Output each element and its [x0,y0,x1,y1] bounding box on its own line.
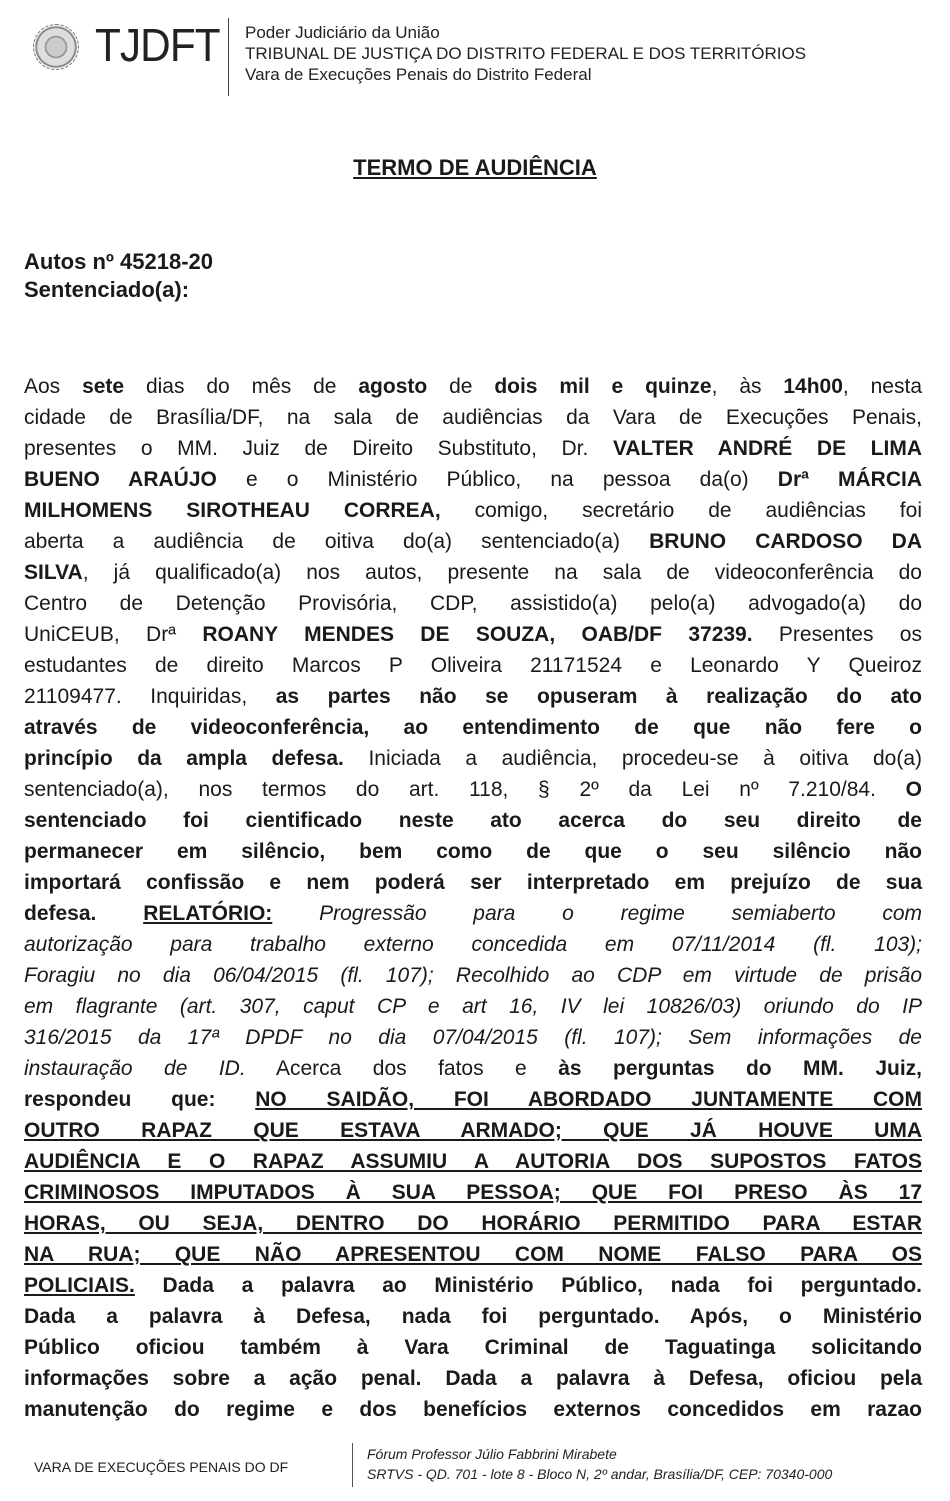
text-line [24,960,922,991]
header-line-3: Vara de Execuções Penais do Distrito Federal [245,65,592,84]
text-line [24,588,922,619]
text-line [24,464,922,495]
text-segment: de [427,375,495,398]
text-segment: estudantes de direito Marcos P Oliveira 21171524 e Leonardo Y Queiroz [24,654,922,677]
text-segment [272,902,319,925]
text-segment: comigo, secretário de audiências foi [440,499,922,522]
text-line [24,1053,922,1084]
text-line [24,743,922,774]
tjdft-logo: TJDFT [95,19,220,71]
footer-divider [352,1443,353,1487]
text-segment: em flagrante (art. 307, caput CP e art 16, IV lei 10826/03) oriundo do IP [24,995,922,1018]
text-segment: , nesta [842,375,922,398]
text-line [24,774,922,805]
text-segment: , já qualificado(a) nos autos, presente na sala de videoconferência do [82,561,922,584]
text-segment: UniCEUB, Drª [24,623,203,646]
text-segment: , às [711,375,784,398]
text-segment: autorização para trabalho externo concedida em 07/11/2014 (fl. 103); [24,933,922,956]
text-line [24,1363,922,1394]
text-segment: ROANY MENDES DE SOUZA, OAB/DF 37239. [202,623,753,646]
text-segment: Drª MÁRCIA [777,468,923,491]
header-line-1: Poder Judiciário da União [245,23,440,42]
text-segment: instauração de ID. [24,1057,246,1080]
text-segment: cidade de Brasília/DF, na sala de audiências da Vara de Execuções Penais, [24,406,922,429]
text-segment: NO SAIDÃO, FOI ABORDADO JUNTAMENTE COM [255,1088,923,1111]
text-segment: VALTER ANDRÉ DE LIMA [612,437,922,460]
text-segment: presentes o MM. Juiz de Direito Substituto, Dr. [24,437,613,460]
text-line [24,1084,922,1115]
case-number: Autos nº 45218-20 [24,249,213,274]
text-segment: Iniciada a audiência, procedeu-se à oitiva do(a) [343,747,922,770]
text-line [24,371,922,402]
text-line [24,526,922,557]
text-segment: Progressão para o regime semiaberto com [319,902,922,925]
text-line [24,619,922,650]
text-segment: defesa. [24,902,97,925]
text-segment: RELATÓRIO: [143,902,273,925]
sentenced-label: Sentenciado(a): [24,277,190,302]
text-segment: e o Ministério Público, na pessoa da(o) [216,468,778,491]
footer-forum: Fórum Professor Júlio Fabbrini Mirabete [367,1446,617,1462]
text-line [24,557,922,588]
text-line [24,929,922,960]
text-segment: AUDIÊNCIA E O RAPAZ ASSUMIU A AUTORIA DOS SUPOSTOS FATOS [24,1150,922,1173]
text-line [24,805,922,836]
text-line [24,1177,922,1208]
header-divider [228,18,229,96]
text-line [24,1146,922,1177]
text-segment: Aos [24,375,83,398]
text-line [24,681,922,712]
text-segment: às perguntas do MM. Juiz, [558,1057,923,1080]
text-line [24,1301,922,1332]
text-line [24,1394,922,1425]
text-segment: O [905,778,922,801]
text-segment [96,902,143,925]
text-line [24,991,922,1022]
text-segment [215,1088,255,1111]
text-line [24,867,922,898]
text-segment: NA RUA; QUE NÃO APRESENTOU COM NOME FALSO PARA OS [24,1243,922,1266]
text-segment: dois mil e quinze [494,375,712,398]
text-line [24,1332,922,1363]
text-line [24,1115,922,1146]
text-line [24,1239,922,1270]
text-line [24,712,922,743]
text-segment: dias do mês de [124,375,359,398]
text-line [24,836,922,867]
text-segment: Presentes os [752,623,922,646]
text-segment: aberta a audiência de oitiva do(a) sentenciado(a) [24,530,650,553]
hearing-text [24,371,922,1425]
text-line [24,650,922,681]
text-line [24,495,922,526]
text-segment: Dada a palavra à Defesa, nada foi perguntado. Após, o Ministério [24,1305,922,1328]
footer-street: SRTVS - QD. 701 - lote 8 - Bloco N, 2º andar, Brasília/DF, CEP: 70340-000 [367,1466,833,1482]
text-segment: Público oficiou também à Vara Criminal de Taguatinga solicitando [24,1336,922,1359]
footer-court-name: VARA DE EXECUÇÕES PENAIS DO DF [34,1459,289,1475]
text-segment: CRIMINOSOS IMPUTADOS À SUA PESSOA; QUE FOI PRESO ÀS 17 [24,1181,922,1204]
text-line [24,898,922,929]
text-segment: sentenciado(a), nos termos do art. 118, § 2º da Lei nº 7.210/84. [24,778,906,801]
text-segment: importará confissão e nem poderá ser interpretado em prejuízo de sua [24,871,922,894]
text-segment: agosto [358,375,428,398]
text-segment: Foragiu no dia 06/04/2015 (fl. 107); Recolhido ao CDP em virtude de prisão [24,964,922,987]
text-segment: SILVA [24,561,83,584]
text-line [24,433,922,464]
coat-of-arms-seal-icon [33,24,79,70]
text-segment: as partes não se opuseram à realização do ato [275,685,922,708]
text-segment: sentenciado foi cientificado neste ato acerca do seu direito de [24,809,922,832]
text-segment: Centro de Detenção Provisória, CDP, assistido(a) pelo(a) advogado(a) do [24,592,922,615]
text-line [24,1022,922,1053]
text-line [24,1208,922,1239]
text-segment: BRUNO CARDOSO DA [649,530,922,553]
text-segment: OUTRO RAPAZ QUE ESTAVA ARMADO; QUE JÁ HOUVE UMA [24,1119,922,1142]
text-segment: através de videoconferência, ao entendimento de que não fere o [24,716,922,739]
text-line [24,1270,922,1301]
text-segment: Acerca dos fatos e [245,1057,559,1080]
header-text [245,22,806,85]
text-segment: permanecer em silêncio, bem como de que o seu silêncio não [24,840,922,863]
text-segment: Dada a palavra ao Ministério Público, nada foi perguntado. [134,1274,922,1297]
case-info [24,248,213,304]
text-segment: 316/2015 da 17ª DPDF no dia 07/04/2015 (fl. 107); Sem informações de [24,1026,922,1049]
text-segment: informações sobre a ação penal. Dada a palavra à Defesa, oficiou pela [24,1367,922,1390]
document-title: TERMO DE AUDIÊNCIA [353,155,597,180]
footer-address [367,1444,832,1484]
text-segment: respondeu que: [24,1088,216,1111]
header-line-2: TRIBUNAL DE JUSTIÇA DO DISTRITO FEDERAL E DOS TERRITÓRIOS [245,44,807,63]
text-segment: 14h00 [783,375,843,398]
text-segment: HORAS, OU SEJA, DENTRO DO HORÁRIO PERMITIDO PARA ESTAR [24,1212,922,1235]
text-segment: MILHOMENS SIROTHEAU CORREA, [24,499,441,522]
text-line [24,402,922,433]
text-segment: manutenção do regime e dos benefícios externos concedidos em razao [24,1398,922,1421]
text-segment: sete [82,375,125,398]
text-segment: BUENO ARAÚJO [24,468,217,491]
text-segment: 21109477. Inquiridas, [24,685,276,708]
text-segment: princípio da ampla defesa. [24,747,344,770]
text-segment: POLICIAIS. [24,1274,135,1297]
